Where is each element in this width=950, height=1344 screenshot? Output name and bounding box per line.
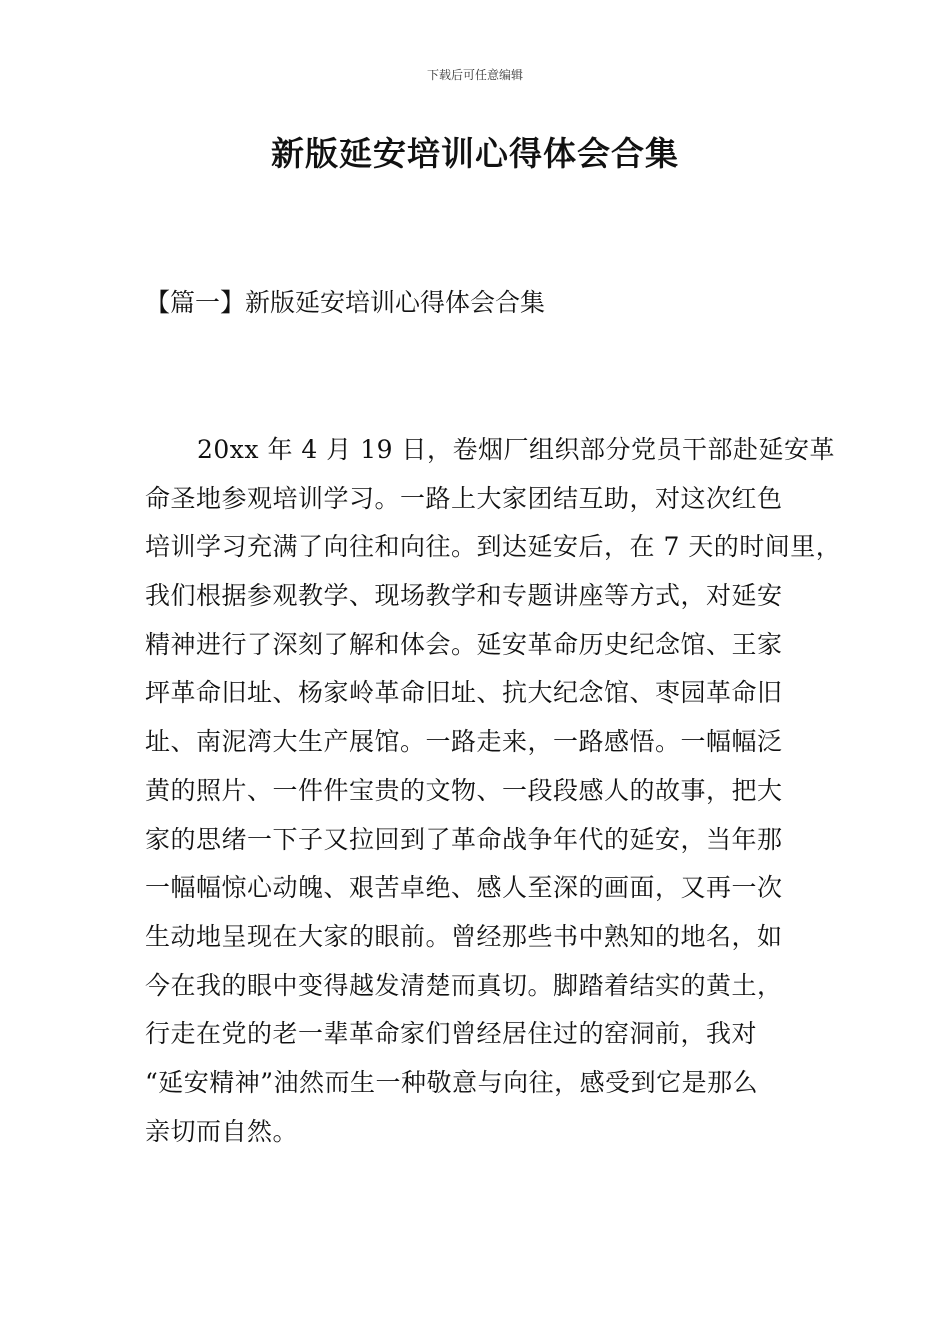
paragraph-line: 行走在党的老一辈革命家们曾经居住过的窑洞前，我对: [145, 1019, 758, 1049]
paragraph-line: 家的思绪一下子又拉回到了革命战争年代的延安，当年那: [145, 824, 783, 854]
paragraph-line: 培训学习充满了向往和向往。到达延安后，在 7 天的时间里，: [145, 532, 842, 562]
section-heading: 【篇一】新版延安培训心得体会合集: [145, 288, 546, 317]
paragraph-line: 精神进行了深刻了解和体会。延安革命历史纪念馆、王家: [145, 629, 783, 659]
paragraph-line: 黄的照片、一件件宝贵的文物、一段段感人的故事，把大: [145, 775, 783, 805]
paragraph-line: 20xx 年 4 月 19 日，卷烟厂组织部分党员干部赴延安革: [197, 435, 835, 464]
paragraph-line: 今在我的眼中变得越发清楚而真切。脚踏着结实的黄土，: [145, 970, 783, 1000]
paragraph-line: 一幅幅惊心动魄、艰苦卓绝、感人至深的画面，又再一次: [145, 873, 783, 903]
paragraph-line: 命圣地参观培训学习。一路上大家团结互助，对这次红色: [145, 483, 783, 513]
header-note: 下载后可任意编辑: [426, 68, 523, 82]
paragraph-line: 我们根据参观教学、现场教学和专题讲座等方式，对延安: [145, 581, 783, 611]
body-paragraph: [145, 430, 842, 1160]
paragraph-line: “延安精神”油然而生一种敬意与向往，感受到它是那么: [145, 1067, 759, 1097]
paragraph-line: 生动地呈现在大家的眼前。曾经那些书中熟知的地名，如: [145, 921, 783, 951]
paragraph-line: 亲切而自然。: [145, 1116, 299, 1146]
paragraph-line: 址、南泥湾大生产展馆。一路走来，一路感悟。一幅幅泛: [145, 727, 783, 757]
paragraph-line: 坪革命旧址、杨家岭革命旧址、抗大纪念馆、枣园革命旧: [145, 678, 783, 708]
document-title: 新版延安培训心得体会合集: [271, 134, 679, 173]
